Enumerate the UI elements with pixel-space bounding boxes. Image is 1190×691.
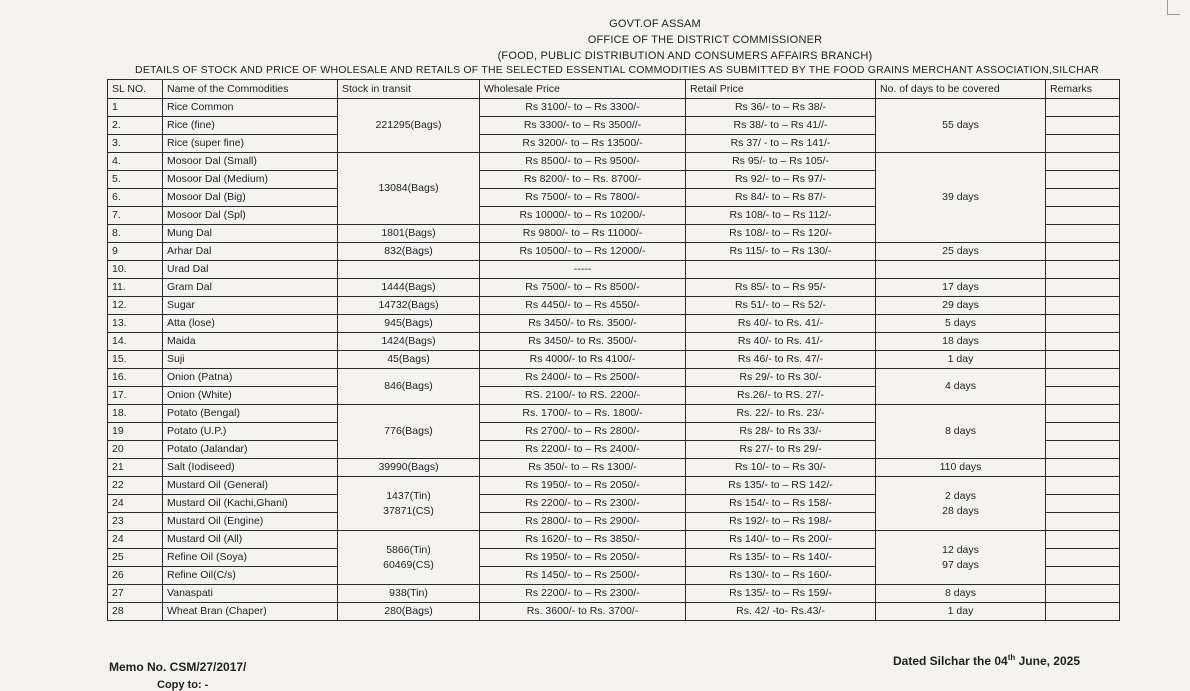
row-remarks [1046,153,1120,171]
row-sl-no: 10. [108,261,163,279]
row-days-covered-line: 4 days [945,380,976,392]
row-wholesale-price: Rs 1950/- to – Rs 2050/- [480,477,686,495]
row-remarks [1046,117,1120,135]
row-sl-no: 17. [108,387,163,405]
row-days-covered: 17 days [876,279,1046,297]
row-remarks [1046,495,1120,513]
row-remarks [1046,585,1120,603]
row-remarks [1046,99,1120,117]
row-wholesale-price: Rs 3100/- to – Rs 3300/- [480,99,686,117]
dated-suffix: June, 2025 [1015,654,1080,668]
row-retail-price: Rs 140/- to – Rs 200/- [686,531,876,549]
row-stock-in-transit-line: 1437(Tin) [386,489,431,502]
row-commodity-name: Mustard Oil (Engine) [163,513,338,531]
row-retail-price: Rs 135/- to – RS 142/- [686,477,876,495]
row-sl-no: 24 [108,531,163,549]
row-sl-no: 5. [108,171,163,189]
row-retail-price: Rs 92/- to – Rs 97/- [686,171,876,189]
col-sl-no: SL NO. [108,80,163,99]
row-commodity-name: Mosoor Dal (Big) [163,189,338,207]
row-sl-no: 8. [108,225,163,243]
table-header-row [108,80,1120,99]
row-stock-in-transit-line: 221295(Bags) [375,119,442,131]
row-sl-no: 7. [108,207,163,225]
row-days-covered [876,153,1046,243]
row-stock-in-transit: 14732(Bags) [338,297,480,315]
row-wholesale-price: Rs 4450/- to – Rs 4550/- [480,297,686,315]
row-stock-in-transit-line: 37871(CS) [383,504,434,517]
row-retail-price [686,261,876,279]
row-sl-no: 1 [108,99,163,117]
row-stock-in-transit [338,99,480,153]
row-wholesale-price: Rs 3200/- to – Rs 13500/- [480,135,686,153]
row-commodity-name: Onion (White) [163,387,338,405]
header-govt: GOVT.OF ASSAM [609,18,701,30]
row-retail-price: Rs 40/- to Rs. 41/- [686,315,876,333]
dated-line [893,653,1080,668]
col-remarks: Remarks [1046,80,1120,99]
row-stock-in-transit: 1801(Bags) [338,225,480,243]
row-remarks [1046,459,1120,477]
row-wholesale-price: Rs 2200/- to – Rs 2300/- [480,585,686,603]
row-sl-no: 4. [108,153,163,171]
table-row [108,459,1120,477]
row-stock-in-transit-line: 776(Bags) [384,425,433,437]
row-days-covered [876,405,1046,459]
row-days-covered: 1 day [876,351,1046,369]
row-sl-no: 9 [108,243,163,261]
row-remarks [1046,207,1120,225]
row-retail-price: Rs 135/- to – Rs 159/- [686,585,876,603]
row-remarks [1046,333,1120,351]
commodities-table [107,79,1120,621]
row-wholesale-price: Rs 10000/- to – Rs 10200/- [480,207,686,225]
row-days-covered-line: 8 days [945,425,976,437]
row-retail-price: Rs 28/- to Rs 33/- [686,423,876,441]
row-stock-in-transit [338,405,480,459]
row-retail-price: Rs 135/- to – Rs 140/- [686,549,876,567]
row-days-covered-line: 39 days [942,191,979,203]
col-days-covered: No. of days to be covered [876,80,1046,99]
row-days-covered: 18 days [876,333,1046,351]
row-wholesale-price: Rs. 3600/- to Rs. 3700/- [480,603,686,621]
row-wholesale-price: Rs 2200/- to – Rs 2300/- [480,495,686,513]
row-remarks [1046,405,1120,423]
row-retail-price: Rs 84/- to – Rs 87/- [686,189,876,207]
row-sl-no: 22 [108,477,163,495]
row-stock-in-transit: 938(Tin) [338,585,480,603]
header-details-title: DETAILS OF STOCK AND PRICE OF WHOLESALE AND RETAILS OF THE SELECTED ESSENTIAL COMMODITIES AS SUBMITTED BY THE FOOD GRAINS MERCHANT ASSOCIATION,SILCHAR [135,64,1099,76]
table-body [108,99,1120,621]
row-retail-price: Rs 115/- to – Rs 130/- [686,243,876,261]
row-days-covered-line: 55 days [942,119,979,131]
row-sl-no: 20 [108,441,163,459]
row-days-covered-line: 28 days [942,504,979,517]
row-days-covered [876,99,1046,153]
row-sl-no: 27 [108,585,163,603]
row-wholesale-price: Rs 4000/- to Rs 4100/- [480,351,686,369]
row-sl-no: 28 [108,603,163,621]
table-row [108,99,1120,117]
table-row [108,603,1120,621]
row-wholesale-price: Rs 10500/- to – Rs 12000/- [480,243,686,261]
row-stock-in-transit: 280(Bags) [338,603,480,621]
row-remarks [1046,189,1120,207]
row-commodity-name: Rice (super fine) [163,135,338,153]
row-stock-in-transit: 945(Bags) [338,315,480,333]
row-days-covered: 5 days [876,315,1046,333]
col-retail-price: Retail Price [686,80,876,99]
row-commodity-name: Rice (fine) [163,117,338,135]
row-stock-in-transit [338,531,480,585]
row-sl-no: 23 [108,513,163,531]
row-commodity-name: Refine Oil(C/s) [163,567,338,585]
dated-prefix: Dated Silchar the 04 [893,654,1008,668]
header-branch: (FOOD, PUBLIC DISTRIBUTION AND CONSUMERS AFFAIRS BRANCH) [497,50,873,62]
row-retail-price: Rs 29/- to Rs 30/- [686,369,876,387]
row-remarks [1046,315,1120,333]
row-wholesale-price: ----- [480,261,686,279]
row-sl-no: 24 [108,495,163,513]
row-wholesale-price: Rs 9800/- to – Rs 11000/- [480,225,686,243]
row-retail-price: Rs 27/- to Rs 29/- [686,441,876,459]
row-days-covered-line: 2 days [945,489,976,502]
row-days-covered: 110 days [876,459,1046,477]
row-stock-in-transit [338,261,480,279]
row-commodity-name: Atta (lose) [163,315,338,333]
row-commodity-name: Mung Dal [163,225,338,243]
row-sl-no: 19 [108,423,163,441]
row-wholesale-price: Rs 3300/- to – Rs 3500//- [480,117,686,135]
row-commodity-name: Urad Dal [163,261,338,279]
table-row [108,585,1120,603]
row-commodity-name: Vanaspati [163,585,338,603]
row-retail-price: Rs 130/- to – Rs 160/- [686,567,876,585]
row-remarks [1046,441,1120,459]
row-remarks [1046,603,1120,621]
row-wholesale-price: Rs 7500/- to – Rs 7800/- [480,189,686,207]
row-wholesale-price: Rs 3450/- to Rs. 3500/- [480,333,686,351]
row-commodity-name: Maida [163,333,338,351]
row-retail-price: Rs 95/- to – Rs 105/- [686,153,876,171]
row-wholesale-price: Rs 2800/- to – Rs 2900/- [480,513,686,531]
row-retail-price: Rs 38/- to – Rs 41//- [686,117,876,135]
row-days-covered: 25 days [876,243,1046,261]
row-remarks [1046,513,1120,531]
row-remarks [1046,243,1120,261]
row-retail-price: Rs 40/- to Rs. 41/- [686,333,876,351]
row-commodity-name: Gram Dal [163,279,338,297]
row-sl-no: 12. [108,297,163,315]
row-stock-in-transit-line: 60469(CS) [383,558,434,571]
table-row [108,369,1120,387]
row-commodity-name: Mustard Oil (General) [163,477,338,495]
row-sl-no: 16. [108,369,163,387]
row-wholesale-price: Rs 8200/- to – Rs. 8700/- [480,171,686,189]
row-retail-price: Rs 46/- to Rs. 47/- [686,351,876,369]
row-wholesale-price: Rs 2200/- to – Rs 2400/- [480,441,686,459]
table-row [108,351,1120,369]
table-row [108,297,1120,315]
row-wholesale-price: RS. 2100/- to RS. 2200/- [480,387,686,405]
row-stock-in-transit: 1444(Bags) [338,279,480,297]
row-commodity-name: Arhar Dal [163,243,338,261]
row-commodity-name: Refine Oil (Soya) [163,549,338,567]
table-row [108,333,1120,351]
row-commodity-name: Potato (U.P.) [163,423,338,441]
row-sl-no: 11. [108,279,163,297]
row-days-covered: 1 day [876,603,1046,621]
row-wholesale-price: Rs 8500/- to – Rs 9500/- [480,153,686,171]
row-remarks [1046,135,1120,153]
row-commodity-name: Suji [163,351,338,369]
row-days-covered [876,369,1046,405]
col-commodity-name: Name of the Commodities [163,80,338,99]
row-wholesale-price: Rs. 1700/- to – Rs. 1800/- [480,405,686,423]
row-retail-price: Rs 154/- to – Rs 158/- [686,495,876,513]
row-retail-price: Rs 51/- to – Rs 52/- [686,297,876,315]
row-commodity-name: Mosoor Dal (Small) [163,153,338,171]
row-remarks [1046,225,1120,243]
row-retail-price: Rs 36/- to – Rs 38/- [686,99,876,117]
row-retail-price: Rs. 22/- to Rs. 23/- [686,405,876,423]
row-wholesale-price: Rs 350/- to – Rs 1300/- [480,459,686,477]
table-row [108,243,1120,261]
col-stock-in-transit: Stock in transit [338,80,480,99]
row-days-covered [876,531,1046,585]
row-retail-price: Rs 108/- to – Rs 120/- [686,225,876,243]
row-commodity-name: Potato (Bengal) [163,405,338,423]
row-sl-no: 21 [108,459,163,477]
row-retail-price: Rs. 42/ -to- Rs.43/- [686,603,876,621]
row-remarks [1046,423,1120,441]
row-days-covered [876,477,1046,531]
table-row [108,315,1120,333]
row-remarks [1046,279,1120,297]
row-stock-in-transit [338,369,480,405]
row-days-covered: 8 days [876,585,1046,603]
row-stock-in-transit [338,477,480,531]
table-row [108,261,1120,279]
row-commodity-name: Rice Common [163,99,338,117]
row-stock-in-transit: 832(Bags) [338,243,480,261]
row-commodity-name: Salt (Iodiseed) [163,459,338,477]
row-stock-in-transit: 39990(Bags) [338,459,480,477]
row-wholesale-price: Rs 7500/- to – Rs 8500/- [480,279,686,297]
row-retail-price: Rs 192/- to – Rs 198/- [686,513,876,531]
row-stock-in-transit: 1424(Bags) [338,333,480,351]
row-remarks [1046,477,1120,495]
row-stock-in-transit-line: 13084(Bags) [378,182,439,194]
row-retail-price: Rs.26/- to RS. 27/- [686,387,876,405]
row-commodity-name: Mosoor Dal (Medium) [163,171,338,189]
row-sl-no: 6. [108,189,163,207]
row-remarks [1046,351,1120,369]
row-sl-no: 18. [108,405,163,423]
table-row [108,405,1120,423]
row-wholesale-price: Rs 1620/- to – Rs 3850/- [480,531,686,549]
row-days-covered-line: 97 days [942,558,979,571]
row-sl-no: 2. [108,117,163,135]
row-days-covered-line: 12 days [942,543,979,556]
row-remarks [1046,567,1120,585]
row-commodity-name: Wheat Bran (Chaper) [163,603,338,621]
row-remarks [1046,549,1120,567]
row-sl-no: 13. [108,315,163,333]
row-commodity-name: Mustard Oil (Kachi,Ghani) [163,495,338,513]
dated-ordinal: th [1007,653,1016,662]
row-commodity-name: Onion (Patna) [163,369,338,387]
row-retail-price: Rs 108/- to – Rs 112/- [686,207,876,225]
row-days-covered [876,261,1046,279]
row-retail-price: Rs 85/- to – Rs 95/- [686,279,876,297]
row-remarks [1046,171,1120,189]
table-row [108,153,1120,171]
row-remarks [1046,531,1120,549]
row-commodity-name: Sugar [163,297,338,315]
row-stock-in-transit [338,153,480,225]
table-row [108,279,1120,297]
col-wholesale-price: Wholesale Price [480,80,686,99]
row-days-covered: 29 days [876,297,1046,315]
row-sl-no: 25 [108,549,163,567]
memo-number: Memo No. CSM/27/2017/ [109,660,247,674]
row-sl-no: 14. [108,333,163,351]
row-retail-price: Rs 10/- to – Rs 30/- [686,459,876,477]
header-office: OFFICE OF THE DISTRICT COMMISSIONER [587,34,823,46]
row-stock-in-transit-line: 5866(Tin) [386,543,431,556]
row-wholesale-price: Rs 2400/- to – Rs 2500/- [480,369,686,387]
row-remarks [1046,297,1120,315]
row-wholesale-price: Rs 1450/- to – Rs 2500/- [480,567,686,585]
table-row [108,477,1120,495]
table-row [108,531,1120,549]
row-sl-no: 26 [108,567,163,585]
row-commodity-name: Mustard Oil (All) [163,531,338,549]
row-wholesale-price: Rs 3450/- to Rs. 3500/- [480,315,686,333]
row-stock-in-transit-line: 846(Bags) [384,380,433,392]
row-commodity-name: Potato (Jalandar) [163,441,338,459]
page-corner-mark [1167,0,1180,15]
row-stock-in-transit: 45(Bags) [338,351,480,369]
row-wholesale-price: Rs 1950/- to – Rs 2050/- [480,549,686,567]
row-wholesale-price: Rs 2700/- to – Rs 2800/- [480,423,686,441]
row-remarks [1046,369,1120,387]
row-sl-no: 3. [108,135,163,153]
row-commodity-name: Mosoor Dal (Spl) [163,207,338,225]
row-remarks [1046,387,1120,405]
row-remarks [1046,261,1120,279]
row-sl-no: 15. [108,351,163,369]
row-retail-price: Rs 37/ - to – Rs 141/- [686,135,876,153]
copy-to: Copy to: - [157,679,209,691]
